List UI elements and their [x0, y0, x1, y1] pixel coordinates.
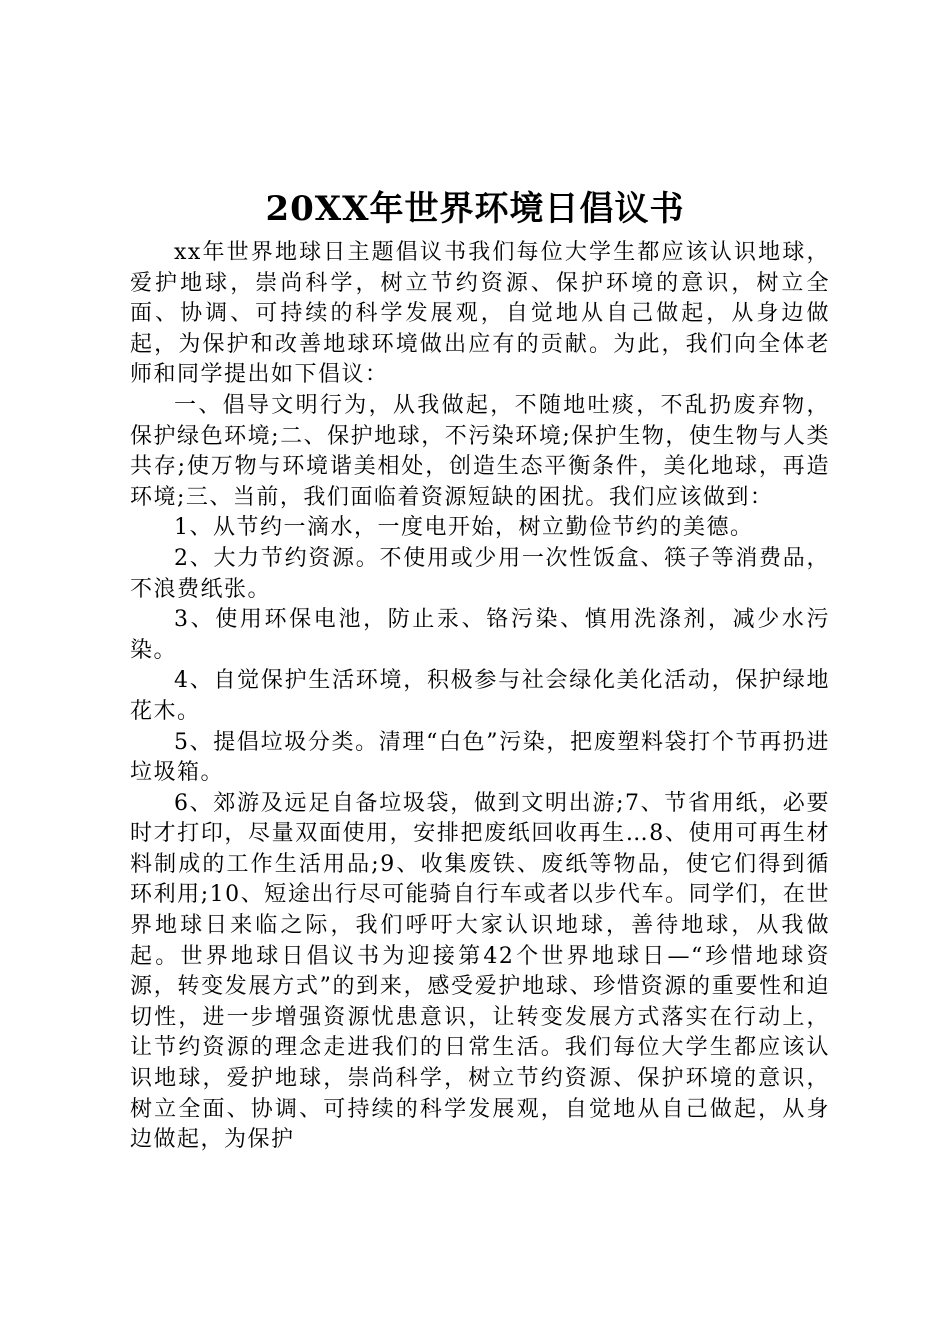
paragraph-item-4: 4、自觉保护生活环境，积极参与社会绿化美化活动，保护绿地花木。	[130, 668, 830, 724]
paragraph-item-1: 1、从节约一滴水，一度电开始，树立勤俭节约的美德。	[174, 515, 754, 541]
paragraph-item-3: 3、使用环保电池，防止汞、铬污染、慎用洗涤剂，减少水污染。	[130, 607, 830, 663]
document-body	[130, 238, 830, 1156]
paragraph-item-5: 5、提倡垃圾分类。清理“白色”污染，把废塑料袋打个节再扔进垃圾箱。	[130, 729, 830, 786]
paragraph-item-2: 2、大力节约资源。不使用或少用一次性饭盒、筷子等消费品，不浪费纸张。	[130, 545, 830, 602]
paragraph-item-6: 6、郊游及远足自备垃圾袋，做到文明出游;7、节省用纸，必要时才打印，尽量双面使用，安排把废纸回收再生…8、使用可再生材料制成的工作生活用品;9、收集废铁、废纸等物品，使它们得到循环利用;10、短途出行尽可能骑自行车或者以步代车。同学们，在世界地球日来临之际，我们呼吁大家认识地球，善待地球，从我做起。世界地球日倡议书为迎接第42个世界地球日—“珍惜地球资源，转变发展方式”的到来，感受爱护地球、珍惜资源的重要性和迫切性，进一步增强资源忧患意识，让转变发展方式落实在行动上，让节约资源的理念走进我们的日常生活。我们每位大学生都应该认识地球，爱护地球，崇尚科学，树立节约资源、保护环境的意识，树立全面、协调、可持续的科学发展观，自觉地从自己做起，从身边做起，为保护	[130, 790, 830, 1153]
paragraph-intro: xx年世界地球日主题倡议书我们每位大学生都应该认识地球，爱护地球，崇尚科学，树立节约资源、保护环境的意识，树立全面、协调、可持续的科学发展观，自觉地从自己做起，从身边做起，为保护和改善地球环境做出应有的贡献。为此，我们向全体老师和同学提出如下倡议：	[130, 240, 830, 388]
document-title: 20XX年世界环境日倡议书	[265, 189, 685, 229]
paragraph-proposals: 一、倡导文明行为，从我做起，不随地吐痰，不乱扔废弃物，保护绿色环境;二、保护地球，不污染环境;保护生物，使生物与人类共存;使万物与环境谐美相处，创造生态平衡条件，美化地球，再造环境;三、当前，我们面临着资源短缺的困扰。我们应该做到：	[130, 392, 830, 510]
